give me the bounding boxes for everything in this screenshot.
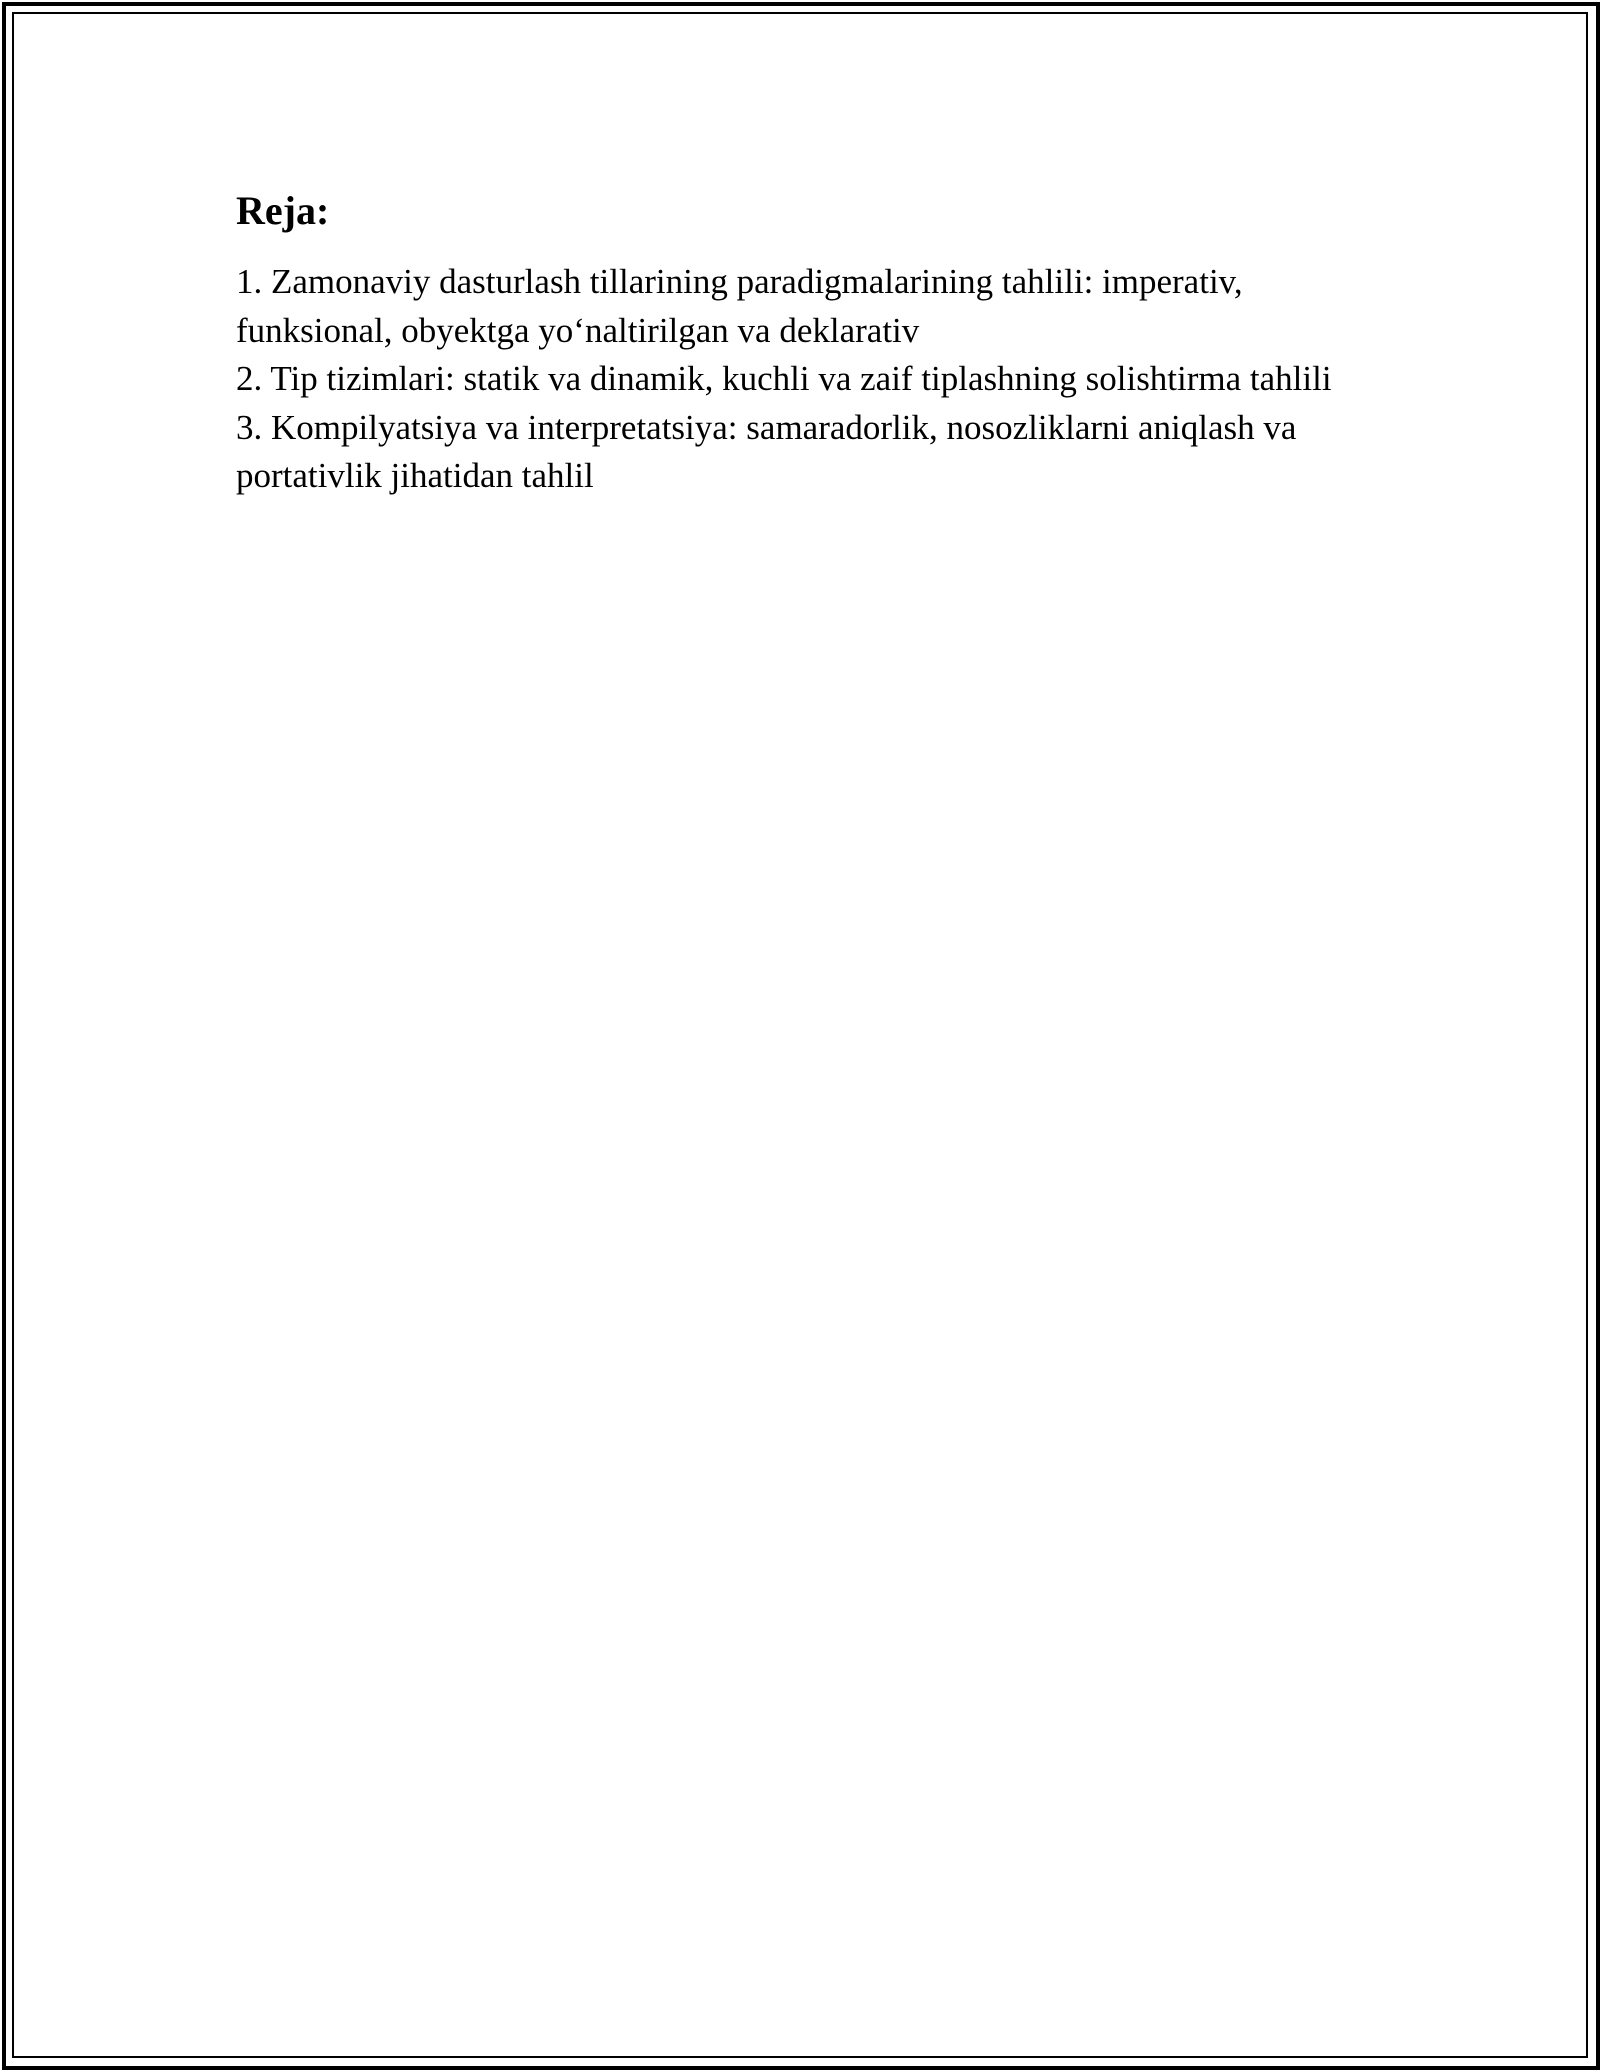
plan-heading: Reja: <box>236 188 330 233</box>
document-content <box>236 186 1376 501</box>
plan-item-2: 2. Tip tizimlari: statik va dinamik, kuchli va zaif tiplashning solishtirma tahlili <box>236 359 1332 398</box>
plan-item-1: 1. Zamonaviy dasturlash tillarining paradigmalarining tahlili: imperativ, funksional, obyektga yo‘naltirilgan va deklarativ <box>236 262 1243 350</box>
plan-list <box>236 258 1376 501</box>
plan-item-3: 3. Kompilyatsiya va interpretatsiya: samaradorlik, nosozliklarni aniqlash va portativlik jihatidan tahlil <box>236 407 1297 495</box>
